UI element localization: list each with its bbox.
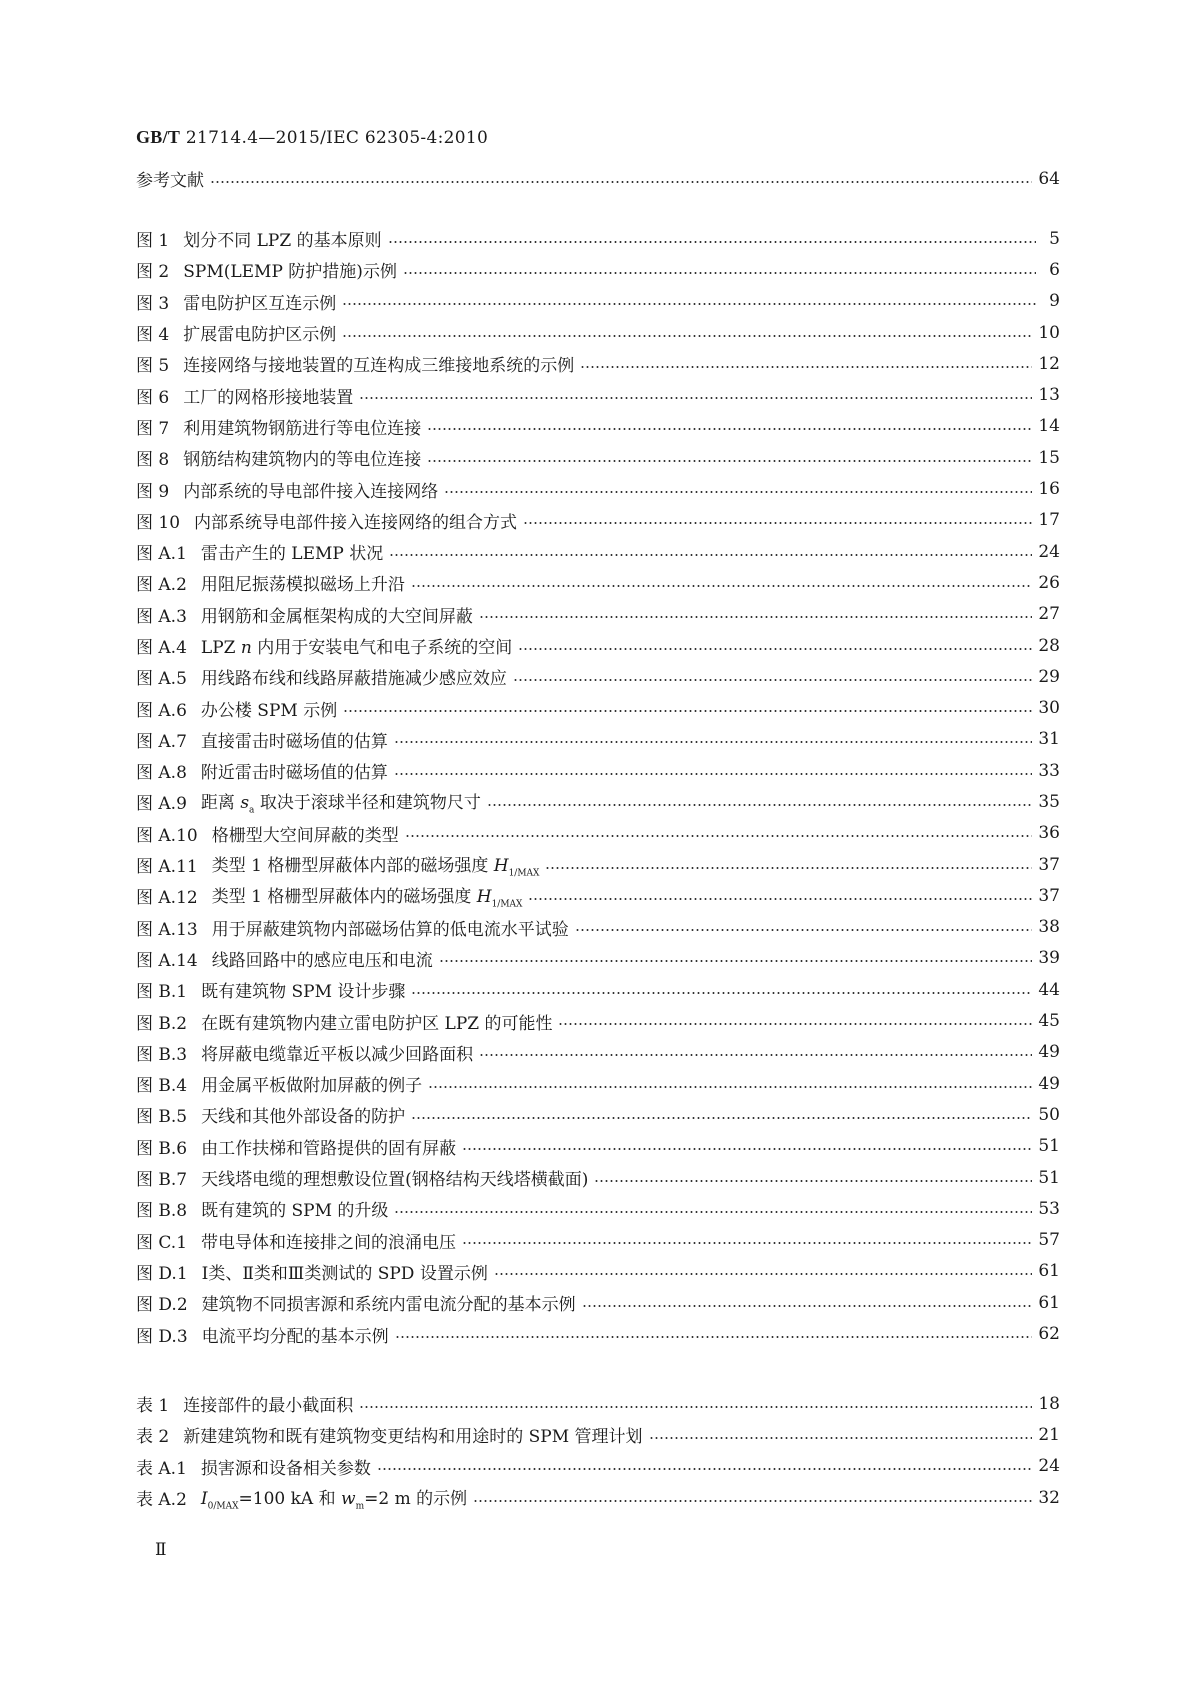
toc-entry-figure[interactable] [136, 1256, 1060, 1287]
entry-title: Ⅰ类、Ⅱ类和Ⅲ类测试的 SPD 设置示例 [201, 1263, 488, 1284]
toc-entry-figure[interactable] [136, 661, 1060, 692]
dot-leader [405, 835, 1033, 837]
entry-number: 图 A.4 [136, 638, 187, 658]
entry-number: 表 1 [136, 1396, 170, 1417]
page-number: Ⅱ [155, 1540, 167, 1560]
entry-title: 线路回路中的感应电压和电流 [211, 950, 433, 971]
entry-number: 图 A.14 [136, 950, 198, 971]
toc-entry-figure[interactable] [136, 599, 1060, 630]
toc-entry-figure[interactable] [136, 1318, 1060, 1349]
entry-page: 31 [1038, 729, 1060, 750]
toc-entry-figure[interactable] [136, 379, 1060, 410]
entry-page: 38 [1038, 917, 1060, 938]
entry-page: 39 [1038, 948, 1060, 969]
entry-title: 天线塔电缆的理想敷设位置(钢格结构天线塔横截面) [201, 1170, 589, 1191]
entry-title: 带电导体和连接排之间的浪涌电压 [201, 1232, 457, 1253]
entry-title: 用线路布线和线路屏蔽措施减少感应效应 [200, 669, 507, 690]
entry-title: 划分不同 LPZ 的基本原则 [183, 231, 382, 252]
entry-number: 图 A.13 [136, 919, 198, 940]
toc-entry-figure[interactable] [136, 1068, 1060, 1099]
dot-leader [649, 1437, 1033, 1439]
entry-number: 图 5 [136, 356, 170, 377]
entry-page: 62 [1038, 1324, 1060, 1345]
entry-title: 既有建筑的 SPM 的升级 [201, 1201, 389, 1222]
toc-entry-title: 参考文献 [136, 171, 204, 192]
dot-leader [594, 1180, 1032, 1182]
entry-page: 36 [1038, 823, 1060, 844]
toc-entry-figure[interactable] [136, 505, 1060, 536]
toc-entry-page: 64 [1038, 168, 1060, 189]
entry-number: 图 B.7 [136, 1170, 188, 1191]
dot-leader [411, 992, 1032, 994]
entry-page: 51 [1038, 1167, 1060, 1188]
entry-page: 6 [1049, 259, 1060, 280]
toc-entry-figure[interactable] [136, 1131, 1060, 1162]
entry-page: 14 [1038, 416, 1060, 437]
toc-entry-figure[interactable] [136, 1225, 1060, 1256]
dot-leader [428, 1086, 1032, 1088]
entry-title: 用于屏蔽建筑物内部磁场估算的低电流水平试验 [211, 919, 569, 940]
entry-page: 12 [1038, 353, 1060, 374]
toc-entry-figure[interactable] [136, 1005, 1060, 1036]
entry-page: 49 [1038, 1073, 1060, 1094]
entry-number: 图 2 [136, 262, 170, 283]
entry-page: 53 [1038, 1198, 1060, 1219]
entry-title: 既有建筑物 SPM 设计步骤 [201, 982, 406, 1003]
entry-number: 表 2 [136, 1427, 170, 1448]
toc-entry-figure[interactable] [136, 1193, 1060, 1224]
entry-page: 24 [1038, 541, 1060, 562]
dot-leader [462, 1242, 1032, 1244]
dot-leader [473, 1500, 1032, 1502]
dot-leader [394, 773, 1032, 775]
entry-page: 13 [1038, 385, 1060, 406]
entry-title: 距离 $s_a$ 取决于滚球半径和建筑物尺寸 [200, 793, 481, 816]
figure-list [136, 223, 1060, 1350]
toc-entry-table[interactable] [136, 1388, 1060, 1419]
entry-number: 图 D.2 [136, 1295, 188, 1316]
entry-page: 21 [1038, 1424, 1060, 1445]
entry-title: 类型 1 格栅型屏蔽体内的磁场强度 $H_{1/MAX}$ [211, 887, 523, 910]
entry-page: 29 [1038, 666, 1060, 687]
toc-entry-figure[interactable] [136, 442, 1060, 473]
entry-title: 直接雷击时磁场值的估算 [200, 731, 388, 752]
toc-entry-figure[interactable] [136, 849, 1060, 880]
entry-number: 图 A.11 [136, 857, 198, 878]
dot-leader [403, 272, 1036, 274]
toc-entry-figure[interactable] [136, 943, 1060, 974]
entry-page: 10 [1038, 322, 1060, 343]
entry-page: 57 [1038, 1230, 1060, 1251]
entry-number: 图 10 [136, 512, 181, 533]
entry-title: $I_{0/MAX}=100$ kA 和 $w_m=2$ m 的示例 [200, 1488, 468, 1512]
entry-number: 图 A.7 [136, 731, 187, 752]
entry-title: 连接网络与接地装置的互连构成三维接地系统的示例 [183, 356, 575, 377]
entry-page: 44 [1038, 979, 1060, 1000]
entry-title: SPM(LEMP 防护措施)示例 [183, 262, 397, 283]
dot-leader [575, 929, 1033, 931]
entry-number: 图 A.8 [136, 763, 187, 784]
entry-number: 图 B.4 [136, 1076, 188, 1097]
dot-leader [342, 335, 1032, 337]
entry-number: 图 B.2 [136, 1013, 188, 1034]
dot-leader [394, 741, 1032, 743]
entry-number: 图 A.1 [136, 544, 187, 565]
entry-number: 图 A.5 [136, 669, 187, 690]
entry-number: 图 6 [136, 387, 170, 408]
dot-leader [389, 554, 1032, 556]
entry-number: 表 A.2 [136, 1490, 187, 1511]
entry-page: 51 [1038, 1136, 1060, 1157]
entry-page: 32 [1038, 1487, 1060, 1508]
entry-page: 15 [1038, 447, 1060, 468]
dot-leader [439, 960, 1033, 962]
toc-entry-figure[interactable] [136, 254, 1060, 285]
entry-number: 图 B.6 [136, 1138, 188, 1159]
dot-leader [462, 1148, 1032, 1150]
toc-entry-table[interactable] [136, 1482, 1060, 1513]
toc-entry-bibliography[interactable] [136, 163, 1060, 194]
dot-leader [479, 1054, 1032, 1056]
toc-entry-figure[interactable] [136, 567, 1060, 598]
entry-number: 图 A.9 [136, 794, 187, 815]
toc-entry-table[interactable] [136, 1451, 1060, 1482]
entry-number: 图 8 [136, 450, 170, 471]
toc-entry-figure[interactable] [136, 1099, 1060, 1130]
toc-entry-figure[interactable] [136, 286, 1060, 317]
entry-title: 扩展雷电防护区示例 [183, 325, 337, 346]
entry-number: 图 A.2 [136, 575, 187, 596]
entry-page: 50 [1038, 1104, 1060, 1125]
toc-entry-figure[interactable] [136, 1037, 1060, 1068]
toc-entry-figure[interactable] [136, 317, 1060, 348]
dot-leader [388, 241, 1036, 243]
entry-title: 用钢筋和金属框架构成的大空间屏蔽 [200, 606, 473, 627]
dot-leader [377, 1468, 1032, 1470]
dot-leader [342, 303, 1036, 305]
entry-title: 将屏蔽电缆靠近平板以减少回路面积 [201, 1044, 474, 1065]
entry-page: 61 [1038, 1261, 1060, 1282]
entry-title: LPZ n 内用于安装电气和电子系统的空间 [200, 638, 513, 658]
entry-page: 9 [1049, 291, 1060, 312]
entry-number: 图 4 [136, 325, 170, 346]
entry-number: 图 B.5 [136, 1107, 188, 1128]
dot-leader [513, 679, 1032, 681]
entry-title: 天线和其他外部设备的防护 [201, 1107, 406, 1128]
entry-page: 28 [1038, 635, 1060, 656]
entry-page: 35 [1038, 791, 1060, 812]
entry-title: 电流平均分配的基本示例 [201, 1326, 389, 1347]
entry-number: 图 C.1 [136, 1232, 188, 1253]
entry-title: 利用建筑物钢筋进行等电位连接 [183, 418, 422, 439]
entry-title: 用金属平板做附加屏蔽的例子 [201, 1076, 423, 1097]
document-code: GB/T 21714.4—2015/IEC 62305-4:2010 [136, 127, 489, 148]
entry-title: 格栅型大空间屏蔽的类型 [211, 825, 399, 846]
entry-page: 27 [1038, 604, 1060, 625]
entry-number: 表 A.1 [136, 1458, 187, 1479]
entry-number: 图 A.10 [136, 825, 198, 846]
entry-page: 30 [1038, 698, 1060, 719]
entry-page: 33 [1038, 760, 1060, 781]
dot-leader [343, 710, 1032, 712]
entry-title: 办公楼 SPM 示例 [200, 700, 338, 721]
dot-leader [479, 616, 1032, 618]
entry-page: 16 [1038, 479, 1060, 500]
toc-entry-figure[interactable] [136, 692, 1060, 723]
entry-title: 雷电防护区互连示例 [183, 293, 337, 314]
entry-title: 内部系统导电部件接入连接网络的组合方式 [194, 512, 518, 533]
entry-page: 5 [1049, 228, 1060, 249]
dot-leader [359, 1406, 1032, 1408]
toc-entry-figure[interactable] [136, 348, 1060, 379]
dot-leader [580, 366, 1032, 368]
entry-number: 图 A.3 [136, 606, 187, 627]
entry-page: 24 [1038, 1456, 1060, 1477]
toc-entry-figure[interactable] [136, 630, 1060, 661]
bibliography-entry-block [136, 163, 1060, 194]
entry-number: 图 1 [136, 231, 170, 252]
dot-leader [494, 1273, 1033, 1275]
entry-number: 图 3 [136, 293, 170, 314]
dot-leader [582, 1305, 1033, 1307]
toc-entry-figure[interactable] [136, 223, 1060, 254]
entry-page: 37 [1038, 885, 1060, 906]
toc-entry-figure[interactable] [136, 536, 1060, 567]
dot-leader [210, 181, 1032, 183]
entry-page: 49 [1038, 1042, 1060, 1063]
entry-page: 18 [1038, 1393, 1060, 1414]
dot-leader [444, 491, 1032, 493]
toc-entry-figure[interactable] [136, 974, 1060, 1005]
dot-leader [518, 648, 1032, 650]
toc-entry-figure[interactable] [136, 786, 1060, 817]
toc-entry-figure[interactable] [136, 818, 1060, 849]
toc-entry-figure[interactable] [136, 880, 1060, 911]
dot-leader [394, 1211, 1032, 1213]
entry-number: 图 D.3 [136, 1326, 188, 1347]
entry-title: 工厂的网格形接地装置 [183, 387, 354, 408]
entry-title: 钢筋结构建筑物内的等电位连接 [183, 450, 422, 471]
dot-leader [558, 1023, 1032, 1025]
entry-page: 61 [1038, 1292, 1060, 1313]
entry-title: 类型 1 格栅型屏蔽体内部的磁场强度 $H_{1/MAX}$ [211, 855, 540, 879]
dot-leader [528, 898, 1032, 900]
toc-entry-figure[interactable] [136, 724, 1060, 755]
entry-page: 37 [1038, 854, 1060, 875]
dot-leader [545, 867, 1032, 869]
entry-title: 新建建筑物和既有建筑物变更结构和用途时的 SPM 管理计划 [183, 1427, 643, 1448]
dot-leader [523, 522, 1032, 524]
entry-number: 图 A.12 [136, 888, 198, 909]
toc-entry-figure[interactable] [136, 411, 1060, 442]
dot-leader [411, 1117, 1032, 1119]
entry-number: 图 B.3 [136, 1044, 188, 1065]
toc-entry-figure[interactable] [136, 755, 1060, 786]
entry-title: 附近雷击时磁场值的估算 [200, 763, 388, 784]
entry-number: 图 D.1 [136, 1263, 188, 1284]
entry-title: 内部系统的导电部件接入连接网络 [183, 481, 439, 502]
entry-title: 雷击产生的 LEMP 状况 [200, 544, 384, 565]
toc-entry-figure[interactable] [136, 912, 1060, 943]
entry-page: 17 [1038, 510, 1060, 531]
entry-title: 用阻尼振荡模拟磁场上升沿 [200, 575, 405, 596]
entry-page: 45 [1038, 1011, 1060, 1032]
entry-title: 在既有建筑物内建立雷电防护区 LPZ 的可能性 [201, 1013, 553, 1034]
dot-leader [427, 460, 1032, 462]
toc-entry-figure[interactable] [136, 473, 1060, 504]
entry-page: 26 [1038, 572, 1060, 593]
entry-number: 图 B.1 [136, 982, 188, 1003]
entry-title: 由工作扶梯和管路提供的固有屏蔽 [201, 1138, 457, 1159]
entry-number: 图 9 [136, 481, 170, 502]
toc-entry-table[interactable] [136, 1419, 1060, 1450]
entry-title: 建筑物不同损害源和系统内雷电流分配的基本示例 [201, 1295, 576, 1316]
dot-leader [359, 397, 1032, 399]
dot-leader [487, 804, 1033, 806]
entry-number: 图 A.6 [136, 700, 187, 721]
entry-title: 损害源和设备相关参数 [200, 1458, 371, 1479]
table-list [136, 1388, 1060, 1513]
entry-number: 图 B.8 [136, 1201, 188, 1222]
toc-entry-figure[interactable] [136, 1287, 1060, 1318]
dot-leader [395, 1336, 1033, 1338]
entry-number: 图 7 [136, 418, 170, 439]
entry-title: 连接部件的最小截面积 [183, 1396, 354, 1417]
toc-entry-figure[interactable] [136, 1162, 1060, 1193]
dot-leader [427, 428, 1032, 430]
dot-leader [411, 585, 1032, 587]
